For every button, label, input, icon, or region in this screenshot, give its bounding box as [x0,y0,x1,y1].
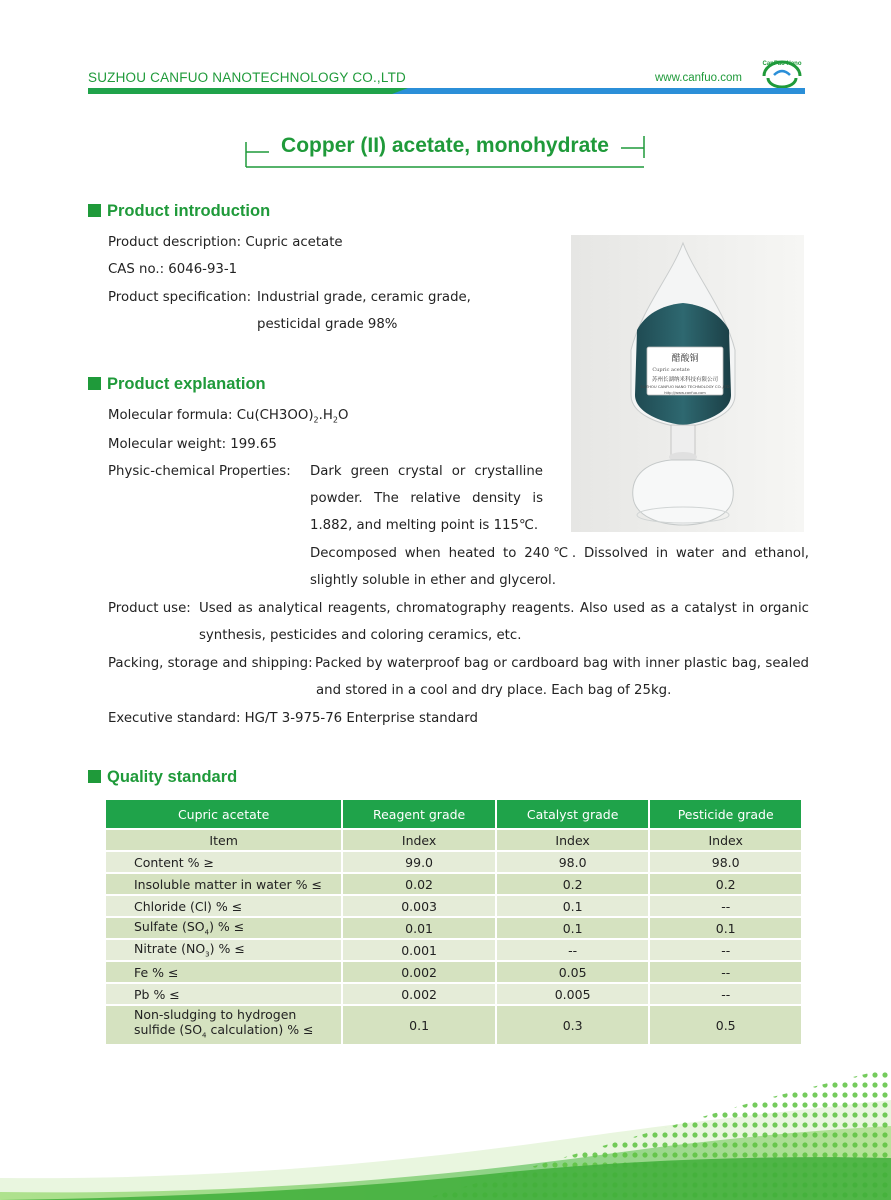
properties-line-5: slightly soluble in ether and glycerol. [310,573,556,588]
value-cell: 98.0 [649,851,802,873]
bullet-square-icon [88,377,101,390]
value-cell: 0.2 [496,873,650,895]
label-company-cn: 苏州长湖纳米科技有限公司 [651,377,719,383]
label-english-name: Cupric acetate [652,367,690,373]
value-cell: -- [649,895,802,917]
subheader-cell: Index [496,829,650,851]
spec-label: Product specification: [108,290,252,305]
value-cell: 0.02 [342,873,496,895]
value-cell: 0.002 [342,961,496,983]
table-row [105,1005,802,1045]
value-cell: 0.1 [496,895,650,917]
spec-line-1: Industrial grade, ceramic grade, [257,290,471,305]
packing-line-2: and stored in a cool and dry place. Each bag of 25kg. [316,683,672,698]
header-cell: Reagent grade [342,799,496,829]
website-link[interactable]: www.canfuo.com [655,72,742,84]
value-cell: 0.002 [342,983,496,1005]
flask-illustration [571,235,804,532]
table-row [105,917,802,939]
use-line-2: synthesis, pesticides and coloring ceramics, etc. [199,628,522,643]
canfuo-logo [758,56,806,88]
molecular-formula: Molecular formula: $Cu(CH3OO)_2.H_2O$ [108,408,349,425]
value-cell: 0.001 [342,939,496,961]
value-cell: 0.05 [496,961,650,983]
header-cell: Cupric acetate [105,799,342,829]
executive-standard: Executive standard: HG/T 3-975-76 Enterprise standard [108,711,478,726]
product-description: Product description: Cupric acetate [108,235,343,250]
label-chinese-name: 醋酸铜 [671,354,699,364]
section-heading-quality: Quality standard [88,768,237,787]
item-name: Fe % ≤ [105,961,342,983]
value-cell: 0.1 [649,917,802,939]
value-cell: 0.5 [649,1005,802,1045]
properties-line-1: Dark green crystal or crystalline [310,464,543,479]
table-row [105,939,802,961]
subheader-cell: Index [342,829,496,851]
bullet-square-icon [88,204,101,217]
item-name: Chloride (Cl) % ≤ [105,895,342,917]
properties-line-2: powder. The relative density is [310,491,543,506]
header-bar-blue [392,88,805,94]
item-name: Sulfate $(SO_4)$ % ≤ [105,917,342,939]
table-row [105,961,802,983]
header-bar-green [88,88,408,94]
decorative-wave-footer [0,1060,891,1200]
value-cell: 0.2 [649,873,802,895]
title-frame [245,132,645,168]
label-company-en: SUZHOU CANFUO NANO TECHNOLOGY CO.,LTD [640,384,730,389]
value-cell: 99.0 [342,851,496,873]
item-name: Non-sludging to hydrogen sulfide ($SO_4$ calculation) % ≤ [105,1005,342,1045]
properties-label: Physic-chemical Properties: [108,464,291,479]
value-cell: 0.1 [496,917,650,939]
header-cell: Catalyst grade [496,799,650,829]
bullet-square-icon [88,770,101,783]
label-web: http://www.canfuo.com [664,391,706,395]
value-cell: 0.01 [342,917,496,939]
logo-text: CanFuo Nano [762,61,802,67]
value-cell: -- [496,939,650,961]
table-subheader-row [105,829,802,851]
subheader-cell: Index [649,829,802,851]
molecular-weight: Molecular weight: 199.65 [108,437,277,452]
item-name: Content % ≥ [105,851,342,873]
spec-line-2: pesticidal grade 98% [257,317,398,332]
packing-label: Packing, storage and shipping: [108,656,313,671]
table-row [105,851,802,873]
value-cell: 98.0 [496,851,650,873]
cas-number: CAS no.: 6046-93-1 [108,262,238,277]
company-name: SUZHOU CANFUO NANOTECHNOLOGY CO.,LTD [88,70,406,85]
table-row [105,873,802,895]
header-cell: Pesticide grade [649,799,802,829]
subheader-cell: Item [105,829,342,851]
value-cell: 0.3 [496,1005,650,1045]
table-row [105,983,802,1005]
product-photo [571,235,804,532]
use-line-1: Used as analytical reagents, chromatography reagents. Also used as a catalyst in organic [199,601,809,616]
item-name: Nitrate $(NO_3)$ % ≤ [105,939,342,961]
properties-line-4: Decomposed when heated to 240℃. Dissolved in water and ethanol, [310,546,809,561]
use-label: Product use: [108,601,191,616]
table-header-row [105,799,802,829]
value-cell: -- [649,983,802,1005]
properties-line-3: 1.882, and melting point is 115℃. [310,518,539,533]
value-cell: 0.005 [496,983,650,1005]
page-title: Copper (II) acetate, monohydrate [281,134,609,157]
item-name: Pb % ≤ [105,983,342,1005]
table-row [105,895,802,917]
value-cell: -- [649,961,802,983]
value-cell: 0.1 [342,1005,496,1045]
quality-table [104,798,803,1046]
section-heading-explanation: Product explanation [88,375,266,394]
value-cell: -- [649,939,802,961]
section-heading-intro: Product introduction [88,202,270,221]
packing-line-1: Packed by waterproof bag or cardboard bag with inner plastic bag, sealed [315,656,809,671]
item-name: Insoluble matter in water % ≤ [105,873,342,895]
value-cell: 0.003 [342,895,496,917]
